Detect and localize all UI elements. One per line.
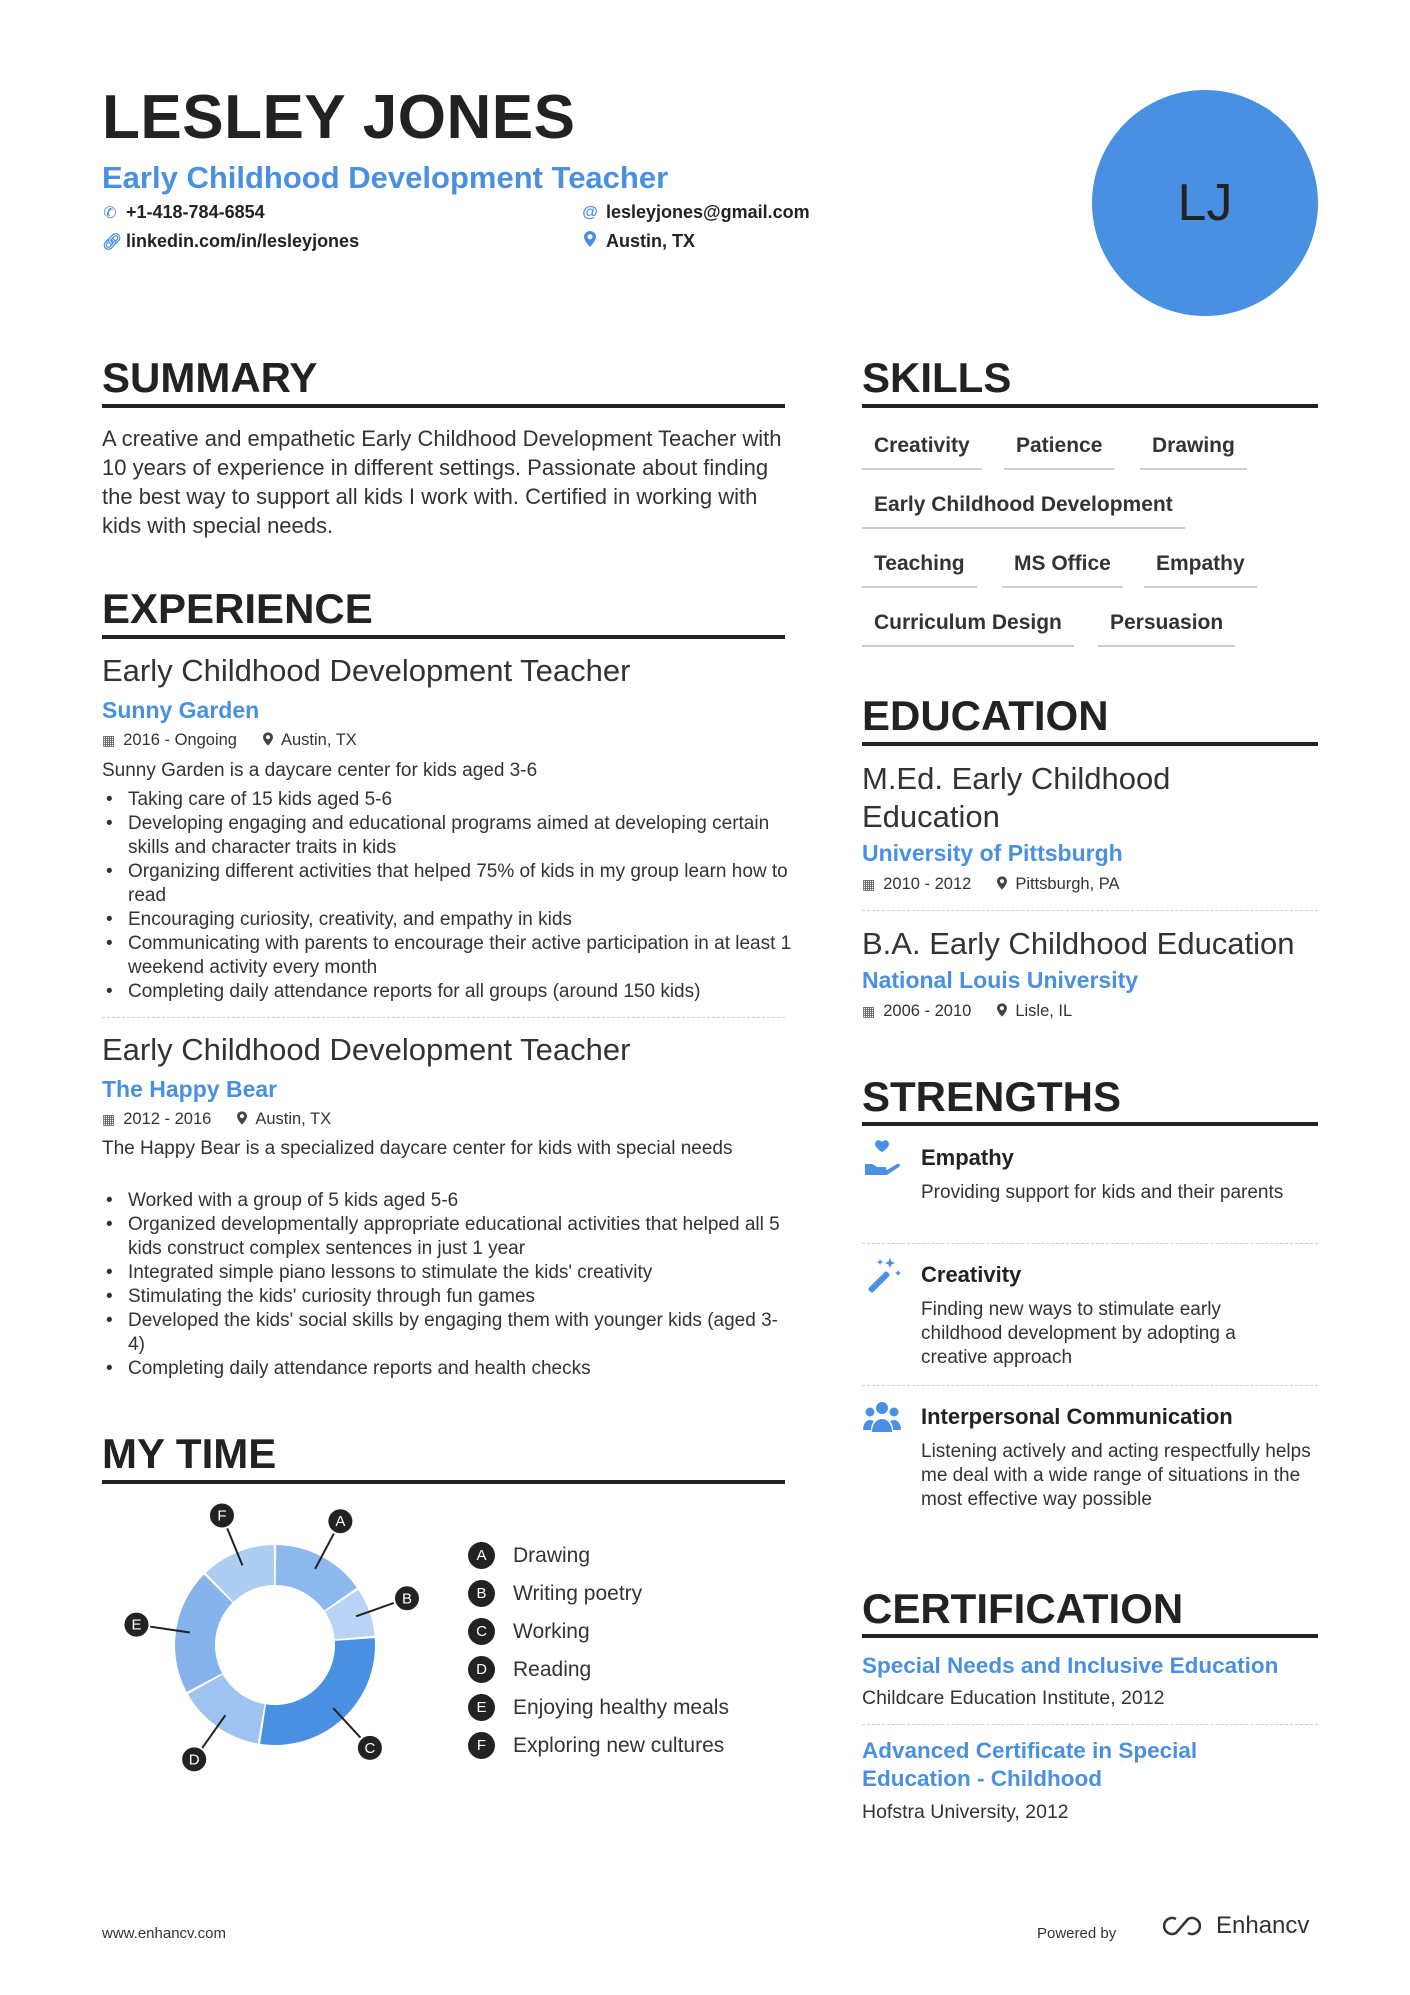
edu-degree: M.Ed. Early Childhood Education	[862, 761, 1171, 834]
summary-text: A creative and empathetic Early Childhood Development Teacher with 10 years of experience in different settings. Passionate about finding the best way to support all kids I work with. Certified in working with kids with special needs.	[102, 426, 782, 538]
list-item: • Stimulating the kids' curiosity through fun games	[102, 1285, 792, 1309]
edu-degree: B.A. Early Childhood Education	[862, 926, 1295, 961]
skills-rule	[862, 404, 1318, 408]
legend-label: Writing poetry	[513, 1581, 643, 1605]
cert-title: Special Needs and Inclusive Education	[862, 1653, 1279, 1678]
divider	[102, 1017, 785, 1018]
job-meta: ▦ 2012 - 2016 Austin, TX	[102, 1110, 332, 1128]
svg-text:C: C	[364, 1739, 376, 1757]
donut-label-e	[123, 1612, 149, 1638]
list-item: • Organizing different activities that helped 75% of kids in my group learn how to read	[102, 860, 792, 908]
svg-text:D: D	[188, 1751, 200, 1769]
hand-heart-icon	[862, 1138, 902, 1178]
legend-badge: F	[468, 1732, 495, 1759]
legend-item	[468, 1656, 591, 1683]
legend-badge: C	[468, 1618, 495, 1645]
legend-item	[468, 1580, 642, 1607]
location-pin-icon	[997, 1003, 1007, 1020]
contact-email[interactable]: @ lesleyjones@gmail.com	[582, 202, 810, 222]
education-rule	[862, 742, 1318, 746]
legend-item	[468, 1732, 724, 1759]
calendar-icon: ▦	[102, 732, 116, 748]
divider	[862, 910, 1318, 911]
job-description: The Happy Bear is a specialized daycare center for kids with special needs	[102, 1138, 733, 1159]
education-heading: EDUCATION	[862, 692, 1109, 739]
my-time-rule	[102, 1480, 785, 1484]
strength-desc: Listening actively and acting respectfully helps me deal with a wide range of situations in the most effective way possible	[921, 1441, 1311, 1510]
strength-desc: Finding new ways to stimulate early childhood development by adopting a creative approach	[921, 1299, 1236, 1368]
at-icon: @	[582, 203, 598, 221]
phone-icon: ✆	[103, 204, 117, 222]
list-item: • Taking care of 15 kids aged 5-6	[102, 788, 792, 812]
legend-item	[468, 1694, 729, 1721]
legend-label: Exploring new cultures	[513, 1733, 725, 1757]
legend-label: Enjoying healthy meals	[513, 1695, 729, 1719]
job-description: Sunny Garden is a daycare center for kids aged 3-6	[102, 760, 538, 781]
location-pin-icon	[263, 732, 273, 749]
job-bullets	[102, 1189, 792, 1381]
list-item: • Developing engaging and educational programs aimed at developing certain skills and character traits in kids	[102, 812, 792, 860]
strength-title: Interpersonal Communication	[921, 1404, 1233, 1429]
legend-label: Drawing	[513, 1543, 591, 1567]
cert-issuer: Childcare Education Institute, 2012	[862, 1687, 1165, 1709]
skill-tag: Empathy	[1144, 552, 1257, 588]
skill-tag: Persuasion	[1098, 611, 1235, 647]
cert-title: Advanced Certificate in Special Education - Childhood	[862, 1738, 1198, 1791]
list-item: • Encouraging curiosity, creativity, and empathy in kids	[102, 908, 792, 932]
summary-heading: SUMMARY	[102, 354, 318, 401]
contact-phone: ✆ +1-418-784-6854	[103, 202, 265, 222]
donut-label-c	[357, 1735, 383, 1761]
job-company: The Happy Bear	[102, 1076, 278, 1102]
certification-heading: CERTIFICATION	[862, 1585, 1184, 1632]
legend-label: Reading	[513, 1657, 592, 1681]
location-pin-icon	[997, 876, 1007, 893]
certification-rule	[862, 1634, 1318, 1638]
calendar-icon: ▦	[102, 1111, 116, 1127]
edu-school: University of Pittsburgh	[862, 840, 1123, 866]
legend-badge: A	[468, 1542, 495, 1569]
legend-badge: B	[468, 1580, 495, 1607]
location-pin-icon	[237, 1111, 247, 1128]
enhancv-logo-icon	[1158, 1914, 1206, 1938]
skill-tag: Teaching	[862, 552, 977, 588]
legend-badge: D	[468, 1656, 495, 1683]
edu-meta: ▦ 2006 - 2010 Lisle, IL	[862, 1002, 1073, 1020]
skill-tag: Drawing	[1140, 434, 1247, 470]
donut-label-b	[394, 1585, 420, 1611]
svg-text:F: F	[217, 1507, 227, 1525]
strengths-heading: STRENGTHS	[862, 1073, 1122, 1120]
list-item: • Completing daily attendance reports and health checks	[102, 1357, 792, 1381]
my-time-heading: MY TIME	[102, 1430, 277, 1477]
legend-badge: E	[468, 1694, 495, 1721]
svg-text:A: A	[335, 1513, 346, 1531]
list-item: • Completing daily attendance reports for all groups (around 150 kids)	[102, 980, 792, 1004]
strength-desc: Providing support for kids and their parents	[921, 1182, 1284, 1203]
calendar-icon: ▦	[862, 876, 876, 892]
job-bullets	[102, 788, 792, 1004]
calendar-icon: ▦	[862, 1003, 876, 1019]
list-item: • Integrated simple piano lessons to stimulate the kids' creativity	[102, 1261, 792, 1285]
edu-school: National Louis University	[862, 967, 1139, 993]
link-icon: 🔗︎	[102, 233, 123, 251]
strength-title: Empathy	[921, 1145, 1014, 1170]
candidate-name: LESLEY JONES	[102, 83, 576, 152]
donut-slice-c	[260, 1638, 375, 1745]
skills-heading: SKILLS	[862, 354, 1012, 401]
list-item: • Worked with a group of 5 kids aged 5-6	[102, 1189, 792, 1213]
donut-label-a	[327, 1508, 353, 1534]
divider	[862, 1385, 1318, 1386]
job-title: Early Childhood Development Teacher	[102, 653, 631, 688]
contact-location: Austin, TX	[582, 231, 695, 252]
list-item: • Developed the kids' social skills by engaging them with younger kids (aged 3-4)	[102, 1309, 792, 1357]
job-meta: ▦ 2016 - Ongoing Austin, TX	[102, 731, 357, 749]
skill-tag: Early Childhood Development	[862, 493, 1185, 529]
list-item: • Organized developmentally appropriate educational activities that helped all 5 kids construct complex sentences in just 1 year	[102, 1213, 792, 1261]
edu-meta: ▦ 2010 - 2012 Pittsburgh, PA	[862, 875, 1120, 893]
svg-text:E: E	[131, 1616, 142, 1634]
summary-rule	[102, 404, 785, 408]
enhancv-logo[interactable]: Enhancv	[1158, 1912, 1309, 1940]
footer-powered-by: Powered by	[1037, 1925, 1117, 1942]
skill-tag: MS Office	[1002, 552, 1123, 588]
magic-wand-icon	[862, 1256, 902, 1296]
users-icon	[862, 1398, 902, 1438]
donut-label-f	[209, 1502, 235, 1528]
list-item: • Communicating with parents to encourage their active participation in at least 1 weekend activity every month	[102, 932, 792, 980]
divider	[862, 1724, 1318, 1725]
avatar: LJ	[1092, 90, 1318, 316]
strengths-rule	[862, 1122, 1318, 1126]
svg-text:B: B	[401, 1590, 412, 1608]
job-title: Early Childhood Development Teacher	[102, 1032, 631, 1067]
candidate-role: Early Childhood Development Teacher	[102, 160, 669, 195]
my-time-donut-chart	[120, 1500, 440, 1790]
strength-title: Creativity	[921, 1262, 1022, 1287]
experience-heading: EXPERIENCE	[102, 585, 373, 632]
contact-linkedin[interactable]: 🔗︎ linkedin.com/in/lesleyjones	[102, 231, 360, 251]
job-company: Sunny Garden	[102, 697, 260, 723]
legend-label: Working	[513, 1619, 590, 1643]
footer-website[interactable]: www.enhancv.com	[102, 1925, 226, 1942]
donut-label-d	[181, 1746, 207, 1772]
skill-tag: Curriculum Design	[862, 611, 1074, 647]
legend-item	[468, 1542, 590, 1569]
skill-tag: Patience	[1004, 434, 1114, 470]
skill-tag: Creativity	[862, 434, 982, 470]
legend-item	[468, 1618, 590, 1645]
donut-slice-e	[175, 1575, 232, 1692]
experience-rule	[102, 635, 785, 639]
divider	[862, 1243, 1318, 1244]
location-pin-icon	[582, 231, 598, 252]
cert-issuer: Hofstra University, 2012	[862, 1801, 1069, 1823]
